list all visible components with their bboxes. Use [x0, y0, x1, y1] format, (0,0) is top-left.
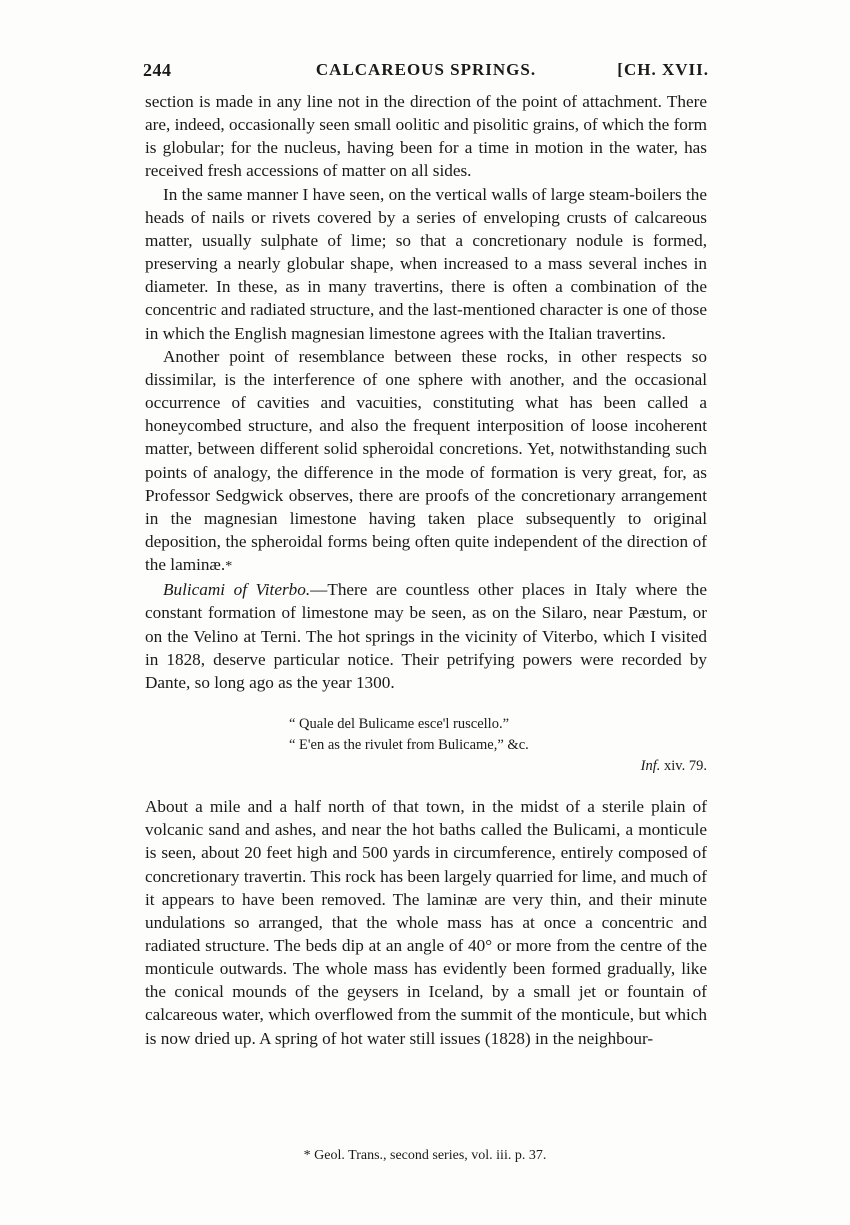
paragraph-continuation: section is made in any line not in the direction of the point of attachment. There are, indeed, occasionally seen small oolitic and pisolitic grains, of which the form is globular; for the nucleus, having been for a time in motion in the water, has received fresh accessions of matter on all sides. — [145, 92, 707, 181]
chapter-label: [CH. XVII. — [617, 60, 709, 79]
running-header — [143, 60, 709, 86]
paragraph-bulicami — [145, 578, 707, 694]
running-title: CALCAREOUS SPRINGS. — [315, 60, 537, 79]
quote-line-italian: “ Quale del Bulicame esce'l ruscello.” — [289, 716, 510, 733]
quote-line-english: “ E'en as the rivulet from Bulicame,” &c. — [289, 737, 529, 754]
paragraph-steam-boilers: In the same manner I have seen, on the vertical walls of large steam-boilers the heads of nails or rivets covered by a series of enveloping crusts of calcareous matter, usually sulphate of lime; so that a concretionary nodule is formed, preserving a nearly globular shape, when increased to a mass several inches in diameter. In these, as in many travertins, there is often a combination of the concentric and radiated structure, and the last-mentioned character is one of those in which the English magnesian limestone agrees with the Italian travertins. — [145, 184, 707, 343]
paragraph-monticule: About a mile and a half north of that town, in the midst of a sterile plain of volcanic sand and ashes, and near the hot baths called the Bulicami, a monticule is seen, about 20 feet high and 500 yards in circumference, entirely composed of concretionary travertin. This rock has been largely quarried for lime, and much of it appears to have been removed. The laminæ are very thin, and their minute undulations so arranged, that the whole mass has at once a concentric and radiated structure. The beds dip at an angle of 40° or more from the centre of the monticule outwards. The whole mass has evidently been formed gradually, like the conical mounds of the geysers in Iceland, by a small jet or fountain of calcareous water, which overflowed from the summit of the monticule, but which is now dried up. A spring of hot water still issues (1828) in the neighbour- — [145, 797, 707, 1048]
paragraph-resemblance — [145, 345, 707, 579]
paragraph-bulicami-text: There are countless other places in Italy where the constant formation of limestone may be seen, as on the Silaro, near Pæstum, or on the Velino at Terni. The hot springs in the vicinity of Viterbo, which I visited in 1828, deserve particular notice. Their petrifying powers were recorded by Dante, so long ago as the year 1300. — [145, 580, 707, 692]
dante-quotation — [145, 714, 707, 777]
quote-citation — [145, 756, 707, 777]
footnote: * Geol. Trans., second series, vol. iii. p. 37. — [303, 1148, 547, 1163]
citation-work: Inf. — [640, 758, 661, 775]
page-number: 244 — [143, 60, 172, 80]
citation-number: xiv. 79. — [664, 758, 707, 775]
page-body — [145, 90, 707, 1050]
section-heading: Bulicami of Viterbo. — [163, 580, 311, 600]
heading-dash: — — [310, 580, 328, 600]
footnote-marker: * — [225, 559, 233, 575]
paragraph-resemblance-text: Another point of resemblance between these rocks, in other respects so dissimilar, is the interference of one sphere with another, and the occasional occurrence of cavities and vacuities, constituting what has been called a honeycombed structure, and also the frequent interposition of loose incoherent matter, between different solid spheroidal concretions. Yet, notwithstanding such points of analogy, the difference in the mode of formation is very great, for, as Professor Sedgwick observes, there are proofs of the concretionary arrangement in the magnesian limestone having taken place subsequently to original deposition, the spheroidal forms being often quite independent of the direction of the laminæ. — [145, 346, 707, 575]
